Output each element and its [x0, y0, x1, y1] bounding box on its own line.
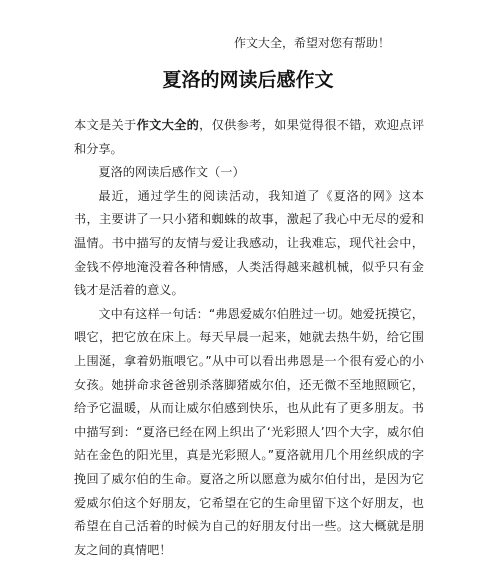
- intro-bold: 作文大全的: [136, 118, 200, 132]
- header-note: 作文大全，希望对您有帮助！: [234, 36, 391, 50]
- article-title: 夏洛的网读后感作文: [162, 69, 334, 91]
- body-paragraph-1: 最近，通过学生的阅读活动，我知道了《夏洛的网》这本书，主要讲了一只小猪和蜘蛛的故事，激起了我心中无尽的爱和温情。书中描写的友情与爱让我感动，让我难忘，现代社会中，金钱不停地淹没着各种情感，人类活得越来越机械，似乎只有金钱才是活着的意义。: [74, 188, 424, 298]
- section-heading: 夏洛的网读后感作文（一）: [98, 165, 245, 180]
- intro-paragraph: [74, 114, 424, 161]
- intro-before: 本文是关于: [74, 118, 137, 132]
- intro-after: ，仅供参考，如果觉得很不错，欢迎点评和分享。: [74, 118, 425, 156]
- body-paragraph-2: 文中有这样一句话：“弗恩爱威尔伯胜过一切。她爱抚摸它，喂它，把它放在床上。每天早晨一起来，她就去热牛奶，给它围上围涎，拿着奶瓶喂它。”从中可以看出弗恩是一个很有爱心的小女孩。她拼命求爸爸别杀落脚猪威尔伯，还无微不至地照顾它，给予它温暖，从而让威尔伯感到快乐，也从此有了更多朋友。书中描写到：“夏洛已经在网上织出了‘光彩照人’四个大字，威尔伯站在金色的阳光里，真是光彩照人。”夏洛就用几个用丝织成的字挽回了威尔伯的生命。夏洛之所以愿意为威尔伯付出，是因为它爱威尔伯这个好朋友，它希望在它的生命里留下这个好朋友，也希望在自己活着的时候为自己的好朋友付出一些。这大概就是朋友之间的真情吧！: [74, 306, 424, 557]
- article-body: [74, 114, 424, 561]
